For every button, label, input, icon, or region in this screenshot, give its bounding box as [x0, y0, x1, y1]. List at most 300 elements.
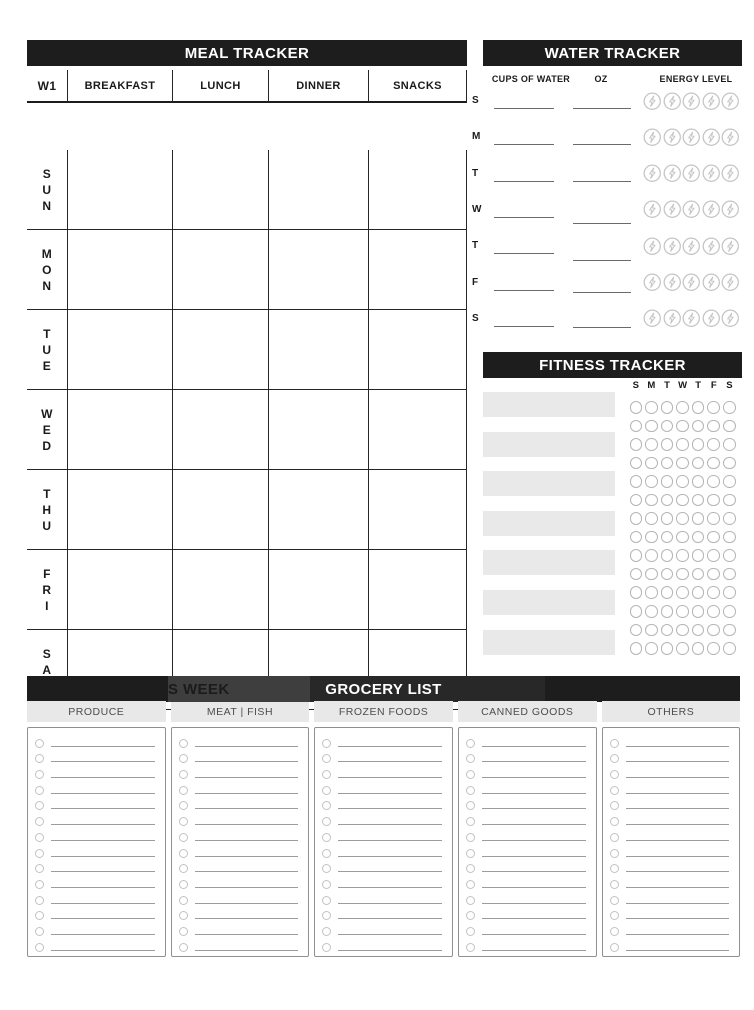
grocery-item-row[interactable] — [34, 811, 157, 827]
item-check-circle[interactable] — [322, 817, 331, 826]
check-circle[interactable] — [630, 494, 643, 507]
check-circle[interactable] — [630, 512, 643, 525]
check-circle[interactable] — [707, 438, 720, 451]
item-check-circle[interactable] — [35, 833, 44, 842]
meal-entry-cell[interactable] — [68, 150, 173, 230]
item-check-circle[interactable] — [179, 754, 188, 763]
item-check-circle[interactable] — [466, 833, 475, 842]
item-check-circle[interactable] — [466, 943, 475, 952]
grocery-item-row[interactable] — [321, 906, 444, 922]
grocery-item-row[interactable] — [609, 780, 732, 796]
energy-bolt-icon[interactable] — [721, 237, 740, 256]
cups-write-line[interactable] — [494, 181, 554, 182]
check-circle[interactable] — [723, 568, 736, 581]
check-circle[interactable] — [723, 586, 736, 599]
oz-write-line[interactable] — [573, 181, 631, 182]
energy-bolt-icon[interactable] — [682, 128, 701, 147]
grocery-item-row[interactable] — [34, 843, 157, 859]
grocery-item-row[interactable] — [465, 937, 588, 953]
item-write-line[interactable] — [626, 808, 730, 809]
energy-bolt-icon[interactable] — [702, 164, 721, 183]
meal-entry-cell[interactable] — [369, 150, 467, 230]
grocery-item-row[interactable] — [34, 906, 157, 922]
grocery-item-row[interactable] — [178, 764, 301, 780]
meal-entry-cell[interactable] — [173, 470, 269, 550]
check-circle[interactable] — [661, 401, 674, 414]
check-circle[interactable] — [692, 549, 705, 562]
item-check-circle[interactable] — [466, 880, 475, 889]
item-check-circle[interactable] — [610, 943, 619, 952]
check-circle[interactable] — [661, 531, 674, 544]
check-circle[interactable] — [692, 642, 705, 655]
item-write-line[interactable] — [482, 761, 586, 762]
activity-name-bar[interactable] — [483, 590, 615, 615]
oz-write-line[interactable] — [573, 327, 631, 328]
check-circle[interactable] — [645, 494, 658, 507]
energy-bolt-icon[interactable] — [702, 92, 721, 111]
grocery-item-row[interactable] — [321, 796, 444, 812]
energy-bolt-icon[interactable] — [702, 128, 721, 147]
energy-bolt-icon[interactable] — [663, 128, 682, 147]
item-write-line[interactable] — [338, 934, 442, 935]
item-write-line[interactable] — [338, 918, 442, 919]
item-write-line[interactable] — [195, 840, 299, 841]
item-write-line[interactable] — [482, 840, 586, 841]
check-circle[interactable] — [707, 568, 720, 581]
check-circle[interactable] — [676, 568, 689, 581]
activity-name-bar[interactable] — [483, 392, 615, 417]
item-check-circle[interactable] — [610, 754, 619, 763]
item-check-circle[interactable] — [179, 864, 188, 873]
check-circle[interactable] — [630, 624, 643, 637]
item-write-line[interactable] — [626, 824, 730, 825]
check-circle[interactable] — [692, 438, 705, 451]
check-circle[interactable] — [645, 605, 658, 618]
item-write-line[interactable] — [51, 777, 155, 778]
item-check-circle[interactable] — [35, 754, 44, 763]
grocery-item-row[interactable] — [321, 890, 444, 906]
item-write-line[interactable] — [338, 746, 442, 747]
energy-bolt-icon[interactable] — [663, 237, 682, 256]
grocery-item-row[interactable] — [34, 921, 157, 937]
item-check-circle[interactable] — [610, 817, 619, 826]
item-check-circle[interactable] — [35, 739, 44, 748]
item-check-circle[interactable] — [610, 880, 619, 889]
item-check-circle[interactable] — [610, 849, 619, 858]
grocery-item-row[interactable] — [34, 937, 157, 953]
check-circle[interactable] — [645, 531, 658, 544]
grocery-item-row[interactable] — [178, 906, 301, 922]
grocery-item-row[interactable] — [34, 827, 157, 843]
item-check-circle[interactable] — [322, 739, 331, 748]
grocery-item-row[interactable] — [321, 749, 444, 765]
meal-entry-cell[interactable] — [68, 390, 173, 470]
energy-bolt-icon[interactable] — [721, 309, 740, 328]
item-check-circle[interactable] — [35, 786, 44, 795]
item-check-circle[interactable] — [179, 739, 188, 748]
grocery-item-row[interactable] — [178, 827, 301, 843]
item-write-line[interactable] — [195, 856, 299, 857]
check-circle[interactable] — [707, 420, 720, 433]
grocery-item-row[interactable] — [465, 796, 588, 812]
grocery-item-row[interactable] — [609, 843, 732, 859]
check-circle[interactable] — [676, 642, 689, 655]
item-check-circle[interactable] — [610, 786, 619, 795]
check-circle[interactable] — [661, 568, 674, 581]
check-circle[interactable] — [630, 586, 643, 599]
item-write-line[interactable] — [338, 824, 442, 825]
item-check-circle[interactable] — [322, 943, 331, 952]
check-circle[interactable] — [645, 549, 658, 562]
grocery-item-row[interactable] — [465, 843, 588, 859]
check-circle[interactable] — [676, 438, 689, 451]
check-circle[interactable] — [661, 586, 674, 599]
item-write-line[interactable] — [51, 746, 155, 747]
energy-bolt-icon[interactable] — [721, 164, 740, 183]
item-check-circle[interactable] — [179, 896, 188, 905]
check-circle[interactable] — [661, 494, 674, 507]
item-write-line[interactable] — [626, 918, 730, 919]
meal-entry-cell[interactable] — [173, 550, 269, 630]
item-write-line[interactable] — [51, 808, 155, 809]
item-write-line[interactable] — [626, 934, 730, 935]
check-circle[interactable] — [645, 420, 658, 433]
item-check-circle[interactable] — [35, 817, 44, 826]
check-circle[interactable] — [630, 438, 643, 451]
item-write-line[interactable] — [626, 746, 730, 747]
grocery-item-row[interactable] — [465, 874, 588, 890]
item-write-line[interactable] — [626, 903, 730, 904]
check-circle[interactable] — [676, 401, 689, 414]
item-write-line[interactable] — [195, 793, 299, 794]
grocery-item-row[interactable] — [609, 749, 732, 765]
item-write-line[interactable] — [626, 871, 730, 872]
item-write-line[interactable] — [51, 761, 155, 762]
item-write-line[interactable] — [482, 856, 586, 857]
item-check-circle[interactable] — [610, 927, 619, 936]
grocery-item-row[interactable] — [609, 859, 732, 875]
check-circle[interactable] — [676, 531, 689, 544]
check-circle[interactable] — [630, 475, 643, 488]
item-write-line[interactable] — [482, 950, 586, 951]
item-write-line[interactable] — [195, 950, 299, 951]
grocery-item-row[interactable] — [609, 733, 732, 749]
meal-entry-cell[interactable] — [68, 230, 173, 310]
check-circle[interactable] — [645, 475, 658, 488]
item-write-line[interactable] — [338, 777, 442, 778]
item-check-circle[interactable] — [610, 864, 619, 873]
item-write-line[interactable] — [195, 761, 299, 762]
cups-write-line[interactable] — [494, 326, 554, 327]
item-check-circle[interactable] — [466, 911, 475, 920]
check-circle[interactable] — [645, 568, 658, 581]
item-write-line[interactable] — [626, 840, 730, 841]
item-write-line[interactable] — [195, 746, 299, 747]
item-write-line[interactable] — [482, 871, 586, 872]
grocery-item-row[interactable] — [321, 764, 444, 780]
grocery-item-row[interactable] — [321, 811, 444, 827]
item-check-circle[interactable] — [610, 739, 619, 748]
item-write-line[interactable] — [482, 793, 586, 794]
check-circle[interactable] — [692, 475, 705, 488]
item-check-circle[interactable] — [610, 801, 619, 810]
grocery-item-row[interactable] — [34, 733, 157, 749]
item-write-line[interactable] — [482, 918, 586, 919]
check-circle[interactable] — [630, 401, 643, 414]
energy-bolt-icon[interactable] — [682, 92, 701, 111]
grocery-item-row[interactable] — [321, 780, 444, 796]
item-write-line[interactable] — [482, 934, 586, 935]
grocery-item-row[interactable] — [178, 843, 301, 859]
item-write-line[interactable] — [482, 777, 586, 778]
oz-write-line[interactable] — [573, 223, 631, 224]
energy-bolt-icon[interactable] — [682, 200, 701, 219]
check-circle[interactable] — [645, 642, 658, 655]
item-check-circle[interactable] — [35, 911, 44, 920]
grocery-item-row[interactable] — [178, 921, 301, 937]
grocery-item-row[interactable] — [34, 859, 157, 875]
item-write-line[interactable] — [338, 856, 442, 857]
energy-bolt-icon[interactable] — [682, 309, 701, 328]
meal-entry-cell[interactable] — [369, 390, 467, 470]
item-write-line[interactable] — [338, 761, 442, 762]
activity-name-bar[interactable] — [483, 471, 615, 496]
check-circle[interactable] — [723, 642, 736, 655]
item-check-circle[interactable] — [610, 770, 619, 779]
meal-entry-cell[interactable] — [369, 470, 467, 550]
grocery-item-row[interactable] — [465, 780, 588, 796]
item-check-circle[interactable] — [322, 770, 331, 779]
meal-entry-cell[interactable] — [369, 550, 467, 630]
check-circle[interactable] — [707, 642, 720, 655]
grocery-item-row[interactable] — [34, 874, 157, 890]
item-write-line[interactable] — [482, 824, 586, 825]
meal-entry-cell[interactable] — [269, 230, 369, 310]
meal-entry-cell[interactable] — [173, 310, 269, 390]
meal-entry-cell[interactable] — [173, 230, 269, 310]
check-circle[interactable] — [676, 512, 689, 525]
grocery-item-row[interactable] — [609, 811, 732, 827]
grocery-item-row[interactable] — [465, 827, 588, 843]
oz-write-line[interactable] — [573, 144, 631, 145]
oz-write-line[interactable] — [573, 260, 631, 261]
grocery-item-row[interactable] — [178, 874, 301, 890]
item-write-line[interactable] — [482, 746, 586, 747]
item-check-circle[interactable] — [322, 833, 331, 842]
item-write-line[interactable] — [195, 934, 299, 935]
item-check-circle[interactable] — [466, 801, 475, 810]
grocery-item-row[interactable] — [465, 749, 588, 765]
grocery-item-row[interactable] — [609, 890, 732, 906]
check-circle[interactable] — [676, 420, 689, 433]
grocery-item-row[interactable] — [609, 827, 732, 843]
grocery-item-row[interactable] — [178, 937, 301, 953]
check-circle[interactable] — [723, 624, 736, 637]
item-check-circle[interactable] — [466, 896, 475, 905]
energy-bolt-icon[interactable] — [663, 273, 682, 292]
check-circle[interactable] — [707, 475, 720, 488]
check-circle[interactable] — [707, 605, 720, 618]
cups-write-line[interactable] — [494, 108, 554, 109]
oz-write-line[interactable] — [573, 108, 631, 109]
item-check-circle[interactable] — [322, 801, 331, 810]
item-write-line[interactable] — [338, 793, 442, 794]
item-check-circle[interactable] — [466, 786, 475, 795]
energy-bolt-icon[interactable] — [682, 164, 701, 183]
energy-bolt-icon[interactable] — [643, 309, 662, 328]
grocery-item-row[interactable] — [321, 921, 444, 937]
grocery-item-row[interactable] — [609, 874, 732, 890]
check-circle[interactable] — [723, 420, 736, 433]
item-check-circle[interactable] — [466, 927, 475, 936]
item-write-line[interactable] — [51, 950, 155, 951]
item-check-circle[interactable] — [322, 911, 331, 920]
check-circle[interactable] — [661, 605, 674, 618]
item-write-line[interactable] — [195, 871, 299, 872]
check-circle[interactable] — [723, 457, 736, 470]
check-circle[interactable] — [692, 586, 705, 599]
item-write-line[interactable] — [195, 918, 299, 919]
grocery-item-row[interactable] — [609, 937, 732, 953]
grocery-item-row[interactable] — [321, 874, 444, 890]
item-check-circle[interactable] — [466, 739, 475, 748]
item-write-line[interactable] — [482, 903, 586, 904]
grocery-item-row[interactable] — [609, 906, 732, 922]
item-write-line[interactable] — [626, 856, 730, 857]
check-circle[interactable] — [645, 586, 658, 599]
item-check-circle[interactable] — [179, 817, 188, 826]
item-check-circle[interactable] — [610, 911, 619, 920]
meal-entry-cell[interactable] — [269, 470, 369, 550]
check-circle[interactable] — [645, 624, 658, 637]
grocery-item-row[interactable] — [609, 921, 732, 937]
check-circle[interactable] — [723, 605, 736, 618]
check-circle[interactable] — [707, 549, 720, 562]
check-circle[interactable] — [692, 457, 705, 470]
item-check-circle[interactable] — [35, 927, 44, 936]
meal-entry-cell[interactable] — [269, 310, 369, 390]
energy-bolt-icon[interactable] — [643, 92, 662, 111]
item-check-circle[interactable] — [466, 770, 475, 779]
item-check-circle[interactable] — [466, 864, 475, 873]
energy-bolt-icon[interactable] — [643, 164, 662, 183]
grocery-item-row[interactable] — [321, 827, 444, 843]
check-circle[interactable] — [645, 512, 658, 525]
grocery-item-row[interactable] — [178, 859, 301, 875]
item-check-circle[interactable] — [322, 754, 331, 763]
item-write-line[interactable] — [195, 808, 299, 809]
energy-bolt-icon[interactable] — [663, 92, 682, 111]
check-circle[interactable] — [723, 475, 736, 488]
check-circle[interactable] — [661, 438, 674, 451]
energy-bolt-icon[interactable] — [663, 200, 682, 219]
item-write-line[interactable] — [626, 950, 730, 951]
item-write-line[interactable] — [51, 856, 155, 857]
activity-name-bar[interactable] — [483, 432, 615, 457]
check-circle[interactable] — [630, 420, 643, 433]
check-circle[interactable] — [707, 401, 720, 414]
item-check-circle[interactable] — [179, 943, 188, 952]
check-circle[interactable] — [630, 531, 643, 544]
cups-write-line[interactable] — [494, 144, 554, 145]
item-check-circle[interactable] — [35, 896, 44, 905]
item-write-line[interactable] — [338, 840, 442, 841]
check-circle[interactable] — [707, 512, 720, 525]
meal-entry-cell[interactable] — [269, 390, 369, 470]
item-write-line[interactable] — [338, 808, 442, 809]
check-circle[interactable] — [707, 531, 720, 544]
energy-bolt-icon[interactable] — [682, 273, 701, 292]
item-write-line[interactable] — [482, 808, 586, 809]
grocery-item-row[interactable] — [609, 764, 732, 780]
item-write-line[interactable] — [51, 793, 155, 794]
item-write-line[interactable] — [51, 918, 155, 919]
meal-entry-cell[interactable] — [173, 390, 269, 470]
check-circle[interactable] — [692, 531, 705, 544]
energy-bolt-icon[interactable] — [643, 200, 662, 219]
item-check-circle[interactable] — [179, 770, 188, 779]
grocery-item-row[interactable] — [321, 843, 444, 859]
check-circle[interactable] — [692, 420, 705, 433]
item-check-circle[interactable] — [322, 864, 331, 873]
energy-bolt-icon[interactable] — [643, 237, 662, 256]
check-circle[interactable] — [661, 457, 674, 470]
energy-bolt-icon[interactable] — [721, 128, 740, 147]
item-check-circle[interactable] — [610, 896, 619, 905]
check-circle[interactable] — [692, 401, 705, 414]
grocery-item-row[interactable] — [465, 764, 588, 780]
grocery-item-row[interactable] — [321, 859, 444, 875]
item-check-circle[interactable] — [466, 754, 475, 763]
item-write-line[interactable] — [195, 824, 299, 825]
check-circle[interactable] — [645, 438, 658, 451]
energy-bolt-icon[interactable] — [643, 128, 662, 147]
check-circle[interactable] — [723, 401, 736, 414]
item-check-circle[interactable] — [179, 786, 188, 795]
check-circle[interactable] — [630, 605, 643, 618]
meal-entry-cell[interactable] — [369, 310, 467, 390]
energy-bolt-icon[interactable] — [682, 237, 701, 256]
item-check-circle[interactable] — [322, 880, 331, 889]
item-write-line[interactable] — [626, 793, 730, 794]
grocery-item-row[interactable] — [34, 780, 157, 796]
check-circle[interactable] — [692, 494, 705, 507]
activity-name-bar[interactable] — [483, 550, 615, 575]
grocery-item-row[interactable] — [34, 764, 157, 780]
energy-bolt-icon[interactable] — [721, 92, 740, 111]
grocery-item-row[interactable] — [465, 921, 588, 937]
item-write-line[interactable] — [626, 761, 730, 762]
check-circle[interactable] — [676, 586, 689, 599]
grocery-item-row[interactable] — [34, 796, 157, 812]
item-write-line[interactable] — [195, 903, 299, 904]
check-circle[interactable] — [692, 568, 705, 581]
energy-bolt-icon[interactable] — [702, 200, 721, 219]
grocery-item-row[interactable] — [465, 890, 588, 906]
meal-entry-cell[interactable] — [269, 150, 369, 230]
check-circle[interactable] — [630, 549, 643, 562]
meal-entry-cell[interactable] — [269, 550, 369, 630]
item-check-circle[interactable] — [35, 880, 44, 889]
item-write-line[interactable] — [51, 887, 155, 888]
grocery-item-row[interactable] — [465, 733, 588, 749]
energy-bolt-icon[interactable] — [721, 273, 740, 292]
item-check-circle[interactable] — [179, 880, 188, 889]
oz-write-line[interactable] — [573, 292, 631, 293]
check-circle[interactable] — [676, 605, 689, 618]
check-circle[interactable] — [676, 475, 689, 488]
meal-entry-cell[interactable] — [68, 310, 173, 390]
